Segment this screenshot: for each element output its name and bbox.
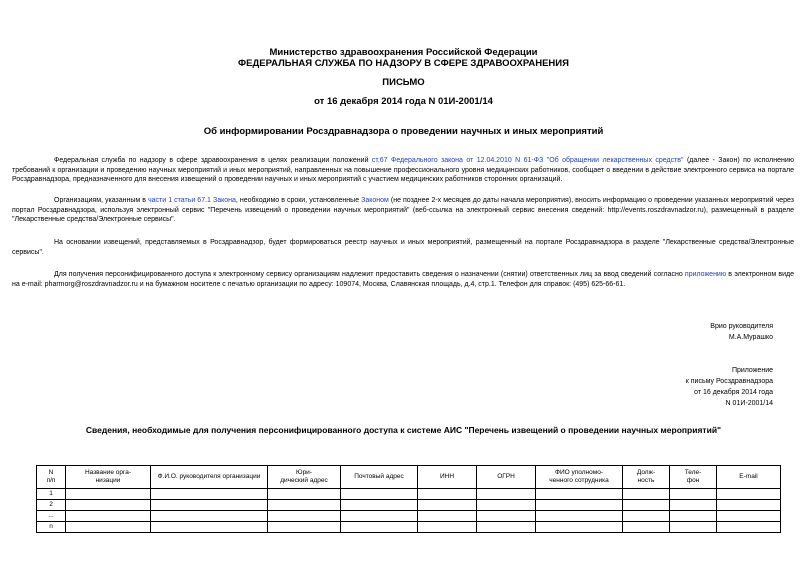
law-link[interactable]: Законом <box>361 197 389 204</box>
row-number: 2 <box>37 500 66 511</box>
row-number: 1 <box>37 489 66 500</box>
ministry-name: Министерство здравоохранения Российской Федерации <box>269 47 538 58</box>
col-position-header: Долж- ность <box>623 466 670 489</box>
table-row <box>37 522 781 533</box>
col-email-header: E-mail <box>717 466 781 489</box>
paragraph-2 <box>12 196 794 225</box>
service-name: ФЕДЕРАЛЬНАЯ СЛУЖБА ПО НАДЗОРУ В СФЕРЕ ЗДРАВООХРАНЕНИЯ <box>238 58 569 69</box>
col-director-header: Ф.И.О. руководителя организации <box>151 466 268 489</box>
paragraph-3: На основании извещений, представляемых в Росздравнадзор, будет формироваться реестр научных и иных мероприятий, размещенный на портале Росздравнадзора в разделе "Лекарственные средства/Электронные сервисы". <box>12 239 794 256</box>
signature-name: М.А.Мурашко <box>728 334 773 341</box>
signature-position: Врио руководителя <box>710 323 773 330</box>
p1-text-b: (далее - Закон) по исполнению требований к организации и проведению научных мероприятий и иных мероприятий, направленных на повышение профессионального уровня медицинских работников, сообщает о введении в действие электронного сервиса на портале Росздравнадзора, предназначенного для внесения извещений о проведении научных и иных мероприятий с участием медицинских работников сторонних организаций. <box>12 157 794 184</box>
col-org-name-header: Название орга- низации <box>66 466 151 489</box>
doc-subject: Об информировании Росздравнадзора о проведении научных и иных мероприятий <box>203 126 604 137</box>
p1-text-a: Федеральная служба по надзору в сфере здравоохранения в целях реализации положений <box>54 157 372 164</box>
signature-block <box>710 321 773 343</box>
p2-text-c: (не позднее 2-х месяцев до даты начала мероприятия), вносить информацию о проведении указанных мероприятий через портал Росздравнадзора, используя электронный сервис "Перечень извещений о проведении научных мероприятий" (веб-ссылка на электронный сервис внесения сведений: http://events.roszdravnadzor.ru), размещенный в разделе "Лекарственные средства/Электронные сервисы". <box>12 197 794 224</box>
appendix-link[interactable]: приложению <box>684 271 727 278</box>
p4-text-b: в электронном виде на e-mail: pharmorg@roszdravnadzor.ru и на бумажном носителе с печатью организации по адресу: 109074, Москва, Славянская площадь, д.4, стр.1. Телефон для справок: (495) 625-66-61. <box>12 271 794 288</box>
col-ogrn-header: ОГРН <box>477 466 536 489</box>
p2-text-b: , необходимо в сроки, установленные <box>235 197 362 204</box>
table-row <box>37 489 781 500</box>
col-postal-address-header: Почтовый адрес <box>341 466 418 489</box>
law-part1-article-67-1-link[interactable]: части 1 статьи 67.1 Закона <box>148 197 236 204</box>
table-header-row <box>37 466 781 489</box>
col-inn-header: ИНН <box>418 466 477 489</box>
appendix-label: Приложение <box>731 367 773 374</box>
col-phone-header: Теле- фон <box>670 466 717 489</box>
appendix-line-2: от 16 декабря 2014 года <box>694 389 773 396</box>
appendix-block <box>686 365 773 409</box>
col-number-header: N п/п <box>37 466 66 489</box>
paragraph-4 <box>12 270 794 289</box>
law-article-67-link[interactable]: ст.67 Федерального закона от 12.04.2010 N 61-ФЗ "Об обращении лекарственных средств" <box>371 157 684 164</box>
doc-type: ПИСЬМО <box>382 77 425 88</box>
row-number: n <box>37 522 66 533</box>
col-legal-address-header: Юри- дический адрес <box>268 466 341 489</box>
p2-text-a: Организациям, указанным в <box>54 197 149 204</box>
p4-text-a: Для получения персонифицированного доступа к электронному сервису организациям надлежит предоставить сведения о назначении (снятии) ответственных лиц за ввод сведений согласно <box>54 271 685 278</box>
table-row <box>37 500 781 511</box>
row-number: ... <box>37 511 66 522</box>
appendix-line-3: N 01И-2001/14 <box>725 400 773 407</box>
table-row <box>37 511 781 522</box>
appendix-line-1: к письму Росздравнадзора <box>685 378 773 385</box>
access-request-table <box>36 465 781 533</box>
col-authorized-person-header: ФИО уполномо- ченного сотрудника <box>536 466 623 489</box>
doc-date-number: от 16 декабря 2014 года N 01И-2001/14 <box>314 96 493 107</box>
paragraph-1 <box>12 156 794 185</box>
appendix-title: Сведения, необходимые для получения персонифицированного доступа к системе АИС "Перечень извещений о проведении научных мероприятий" <box>85 425 722 435</box>
